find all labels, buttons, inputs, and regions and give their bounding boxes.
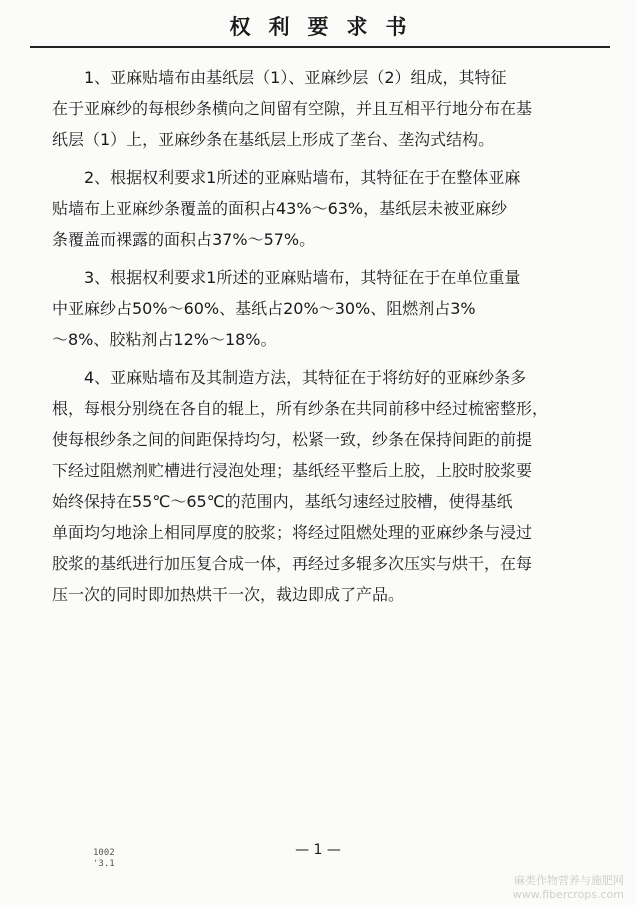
claim-4 (52, 362, 592, 610)
page-number: — 1 — (295, 842, 341, 858)
stamp-line: '3.1 (93, 859, 115, 869)
claim-line: 1、亚麻贴墙布由基纸层（1）、亚麻纱层（2）组成，其特征 (84, 68, 507, 87)
stamp-line: 1002 (93, 848, 115, 858)
claim-line: 胶浆的基纸进行加压复合成一体，再经过多辊多次压实与烘干，在每 (52, 554, 533, 573)
claim-line: 根，每根分别绕在各自的辊上，所有纱条在共同前移中经过梳密整形， (52, 399, 549, 418)
claim-line: 2、根据权利要求1所述的亚麻贴墙布，其特征在于在整体亚麻 (84, 168, 521, 187)
page-title: 权利要求书 (229, 14, 425, 39)
watermark-url: www.fibercrops.com (512, 888, 624, 901)
claim-line: 下经过阻燃剂贮槽进行浸泡处理；基纸经平整后上胶，上胶时胶浆要 (52, 461, 533, 480)
claim-line: 在于亚麻纱的每根纱条横向之间留有空隙，并且互相平行地分布在基 (52, 99, 533, 118)
watermark-site-name: 麻类作物营养与施肥网 (514, 874, 624, 887)
claim-line: 始终保持在55℃～65℃的范围内，基纸匀速经过胶槽，使得基纸 (52, 492, 513, 511)
claim-2 (52, 162, 592, 255)
claim-line: 贴墙布上亚麻纱条覆盖的面积占43%～63%，基纸层未被亚麻纱 (52, 199, 508, 218)
claim-1 (52, 62, 592, 155)
archive-stamp (93, 848, 115, 870)
claim-line: 3、根据权利要求1所述的亚麻贴墙布，其特征在于在单位重量 (84, 268, 521, 287)
claim-line: 压一次的同时即加热烘干一次，裁边即成了产品。 (52, 585, 405, 604)
claim-line: 单面均匀地涂上相同厚度的胶浆；将经过阻燃处理的亚麻纱条与浸过 (52, 523, 533, 542)
claim-line: 使每根纱条之间的间距保持均匀，松紧一致，纱条在保持间距的前提 (52, 430, 533, 449)
claim-line: 纸层（1）上，亚麻纱条在基纸层上形成了垄台、垄沟式结构。 (52, 130, 495, 149)
claim-line: ～8%、胶粘剂占12%～18%。 (52, 330, 277, 349)
claim-line: 中亚麻纱占50%～60%、基纸占20%～30%、阻燃剂占3% (52, 299, 476, 318)
claim-line: 条覆盖而裸露的面积占37%～57%。 (52, 230, 316, 249)
claims-list (52, 62, 592, 617)
claim-3 (52, 262, 592, 355)
claim-line: 4、亚麻贴墙布及其制造方法，其特征在于将纺好的亚麻纱条多 (84, 368, 527, 387)
title-divider (30, 46, 610, 48)
